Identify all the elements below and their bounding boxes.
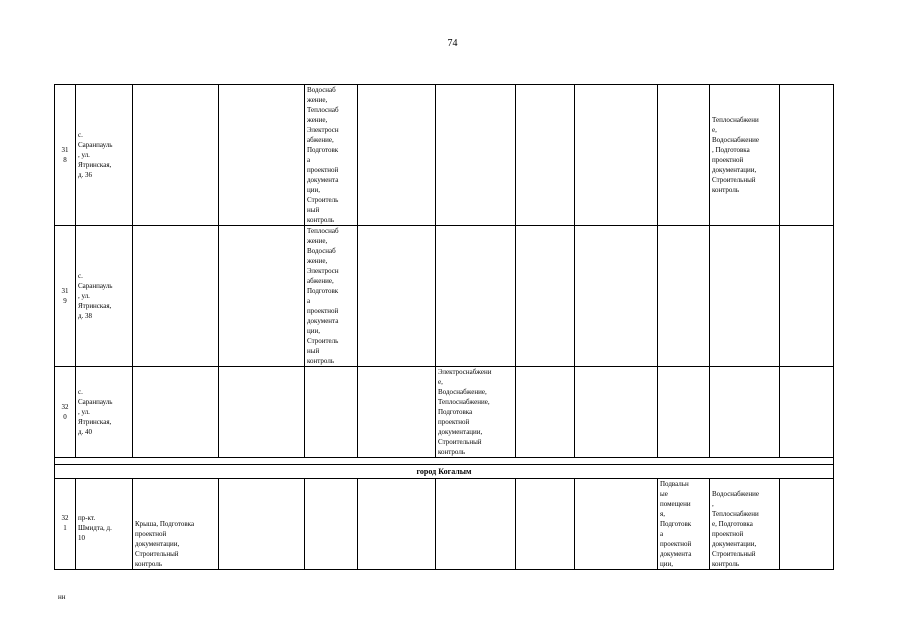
table-cell — [219, 226, 305, 367]
table-cell — [219, 479, 305, 570]
address-cell: с. Саранпауль , ул. Ятринская, д. 40 — [76, 367, 133, 458]
table-cell — [516, 226, 575, 367]
basement-work-cell: Подвальн ые помещени я, Подготовк а проектной документа ции, — [658, 479, 710, 570]
table-row — [55, 85, 834, 226]
table-cell — [780, 479, 834, 570]
table-cell — [358, 226, 436, 367]
systems-work-cell: Теплоснабжени е, Водоснабжение , Подготовка проектной документации, Строительный контроль — [710, 85, 780, 226]
table-cell — [575, 367, 658, 458]
engineering-systems-cell — [305, 367, 358, 458]
table-cell — [516, 367, 575, 458]
section-title: город Когалым — [55, 465, 834, 479]
engineering-systems-cell: Водоснаб жение, Теплоснаб жение, Электросн абжение, Подготовк а проектной документа ции, Строитель ный контроль — [305, 85, 358, 226]
table-cell — [575, 226, 658, 367]
table-cell — [358, 85, 436, 226]
row-number: 31 8 — [55, 85, 76, 226]
systems-work-cell — [710, 367, 780, 458]
table-cell — [219, 85, 305, 226]
roof-work-cell — [133, 367, 219, 458]
table-cell — [658, 85, 710, 226]
engineering-networks-cell — [436, 226, 516, 367]
table-cell — [575, 479, 658, 570]
row-number: 31 9 — [55, 226, 76, 367]
table-cell — [780, 85, 834, 226]
engineering-networks-cell: Электроснабжени е, Водоснабжение, Теплоснабжение, Подготовка проектной документации, Строительный контроль — [436, 367, 516, 458]
table-cell — [780, 367, 834, 458]
table-cell — [219, 367, 305, 458]
table-row — [55, 367, 834, 458]
table-cell — [436, 479, 516, 570]
table-cell — [658, 367, 710, 458]
address-cell: пр-кт. Шмидта, д. 10 — [76, 479, 133, 570]
repair-program-table — [54, 84, 834, 570]
table-cell — [358, 479, 436, 570]
page-number: 74 — [447, 38, 458, 49]
roof-work-cell — [133, 85, 219, 226]
systems-work-cell: Водоснабжение , Теплоснабжени е, Подготовка проектной документации, Строительный контроль — [710, 479, 780, 570]
address-cell: с. Саранпауль , ул. Ятринская, д. 38 — [76, 226, 133, 367]
row-number: 32 0 — [55, 367, 76, 458]
table-cell — [516, 479, 575, 570]
footer-mark: нн — [58, 593, 66, 601]
table-cell — [780, 226, 834, 367]
address-cell: с. Саранпауль , ул. Ятринская, д. 36 — [76, 85, 133, 226]
table-cell — [658, 226, 710, 367]
table-row — [55, 479, 834, 570]
section-row — [55, 465, 834, 479]
roof-work-cell: Крыша, Подготовка проектной документации, Строительный контроль — [133, 479, 219, 570]
table-cell — [358, 367, 436, 458]
table-cell — [575, 85, 658, 226]
roof-work-cell — [133, 226, 219, 367]
table-cell — [516, 85, 575, 226]
systems-work-cell — [710, 226, 780, 367]
spacer-cell — [55, 458, 834, 465]
table-row — [55, 226, 834, 367]
row-number: 32 1 — [55, 479, 76, 570]
spacer-row — [55, 458, 834, 465]
engineering-systems-cell: Теплоснаб жение, Водоснаб жение, Электросн абжение, Подготовк а проектной документа ции, Строитель ный контроль — [305, 226, 358, 367]
engineering-networks-cell — [436, 85, 516, 226]
table-cell — [305, 479, 358, 570]
